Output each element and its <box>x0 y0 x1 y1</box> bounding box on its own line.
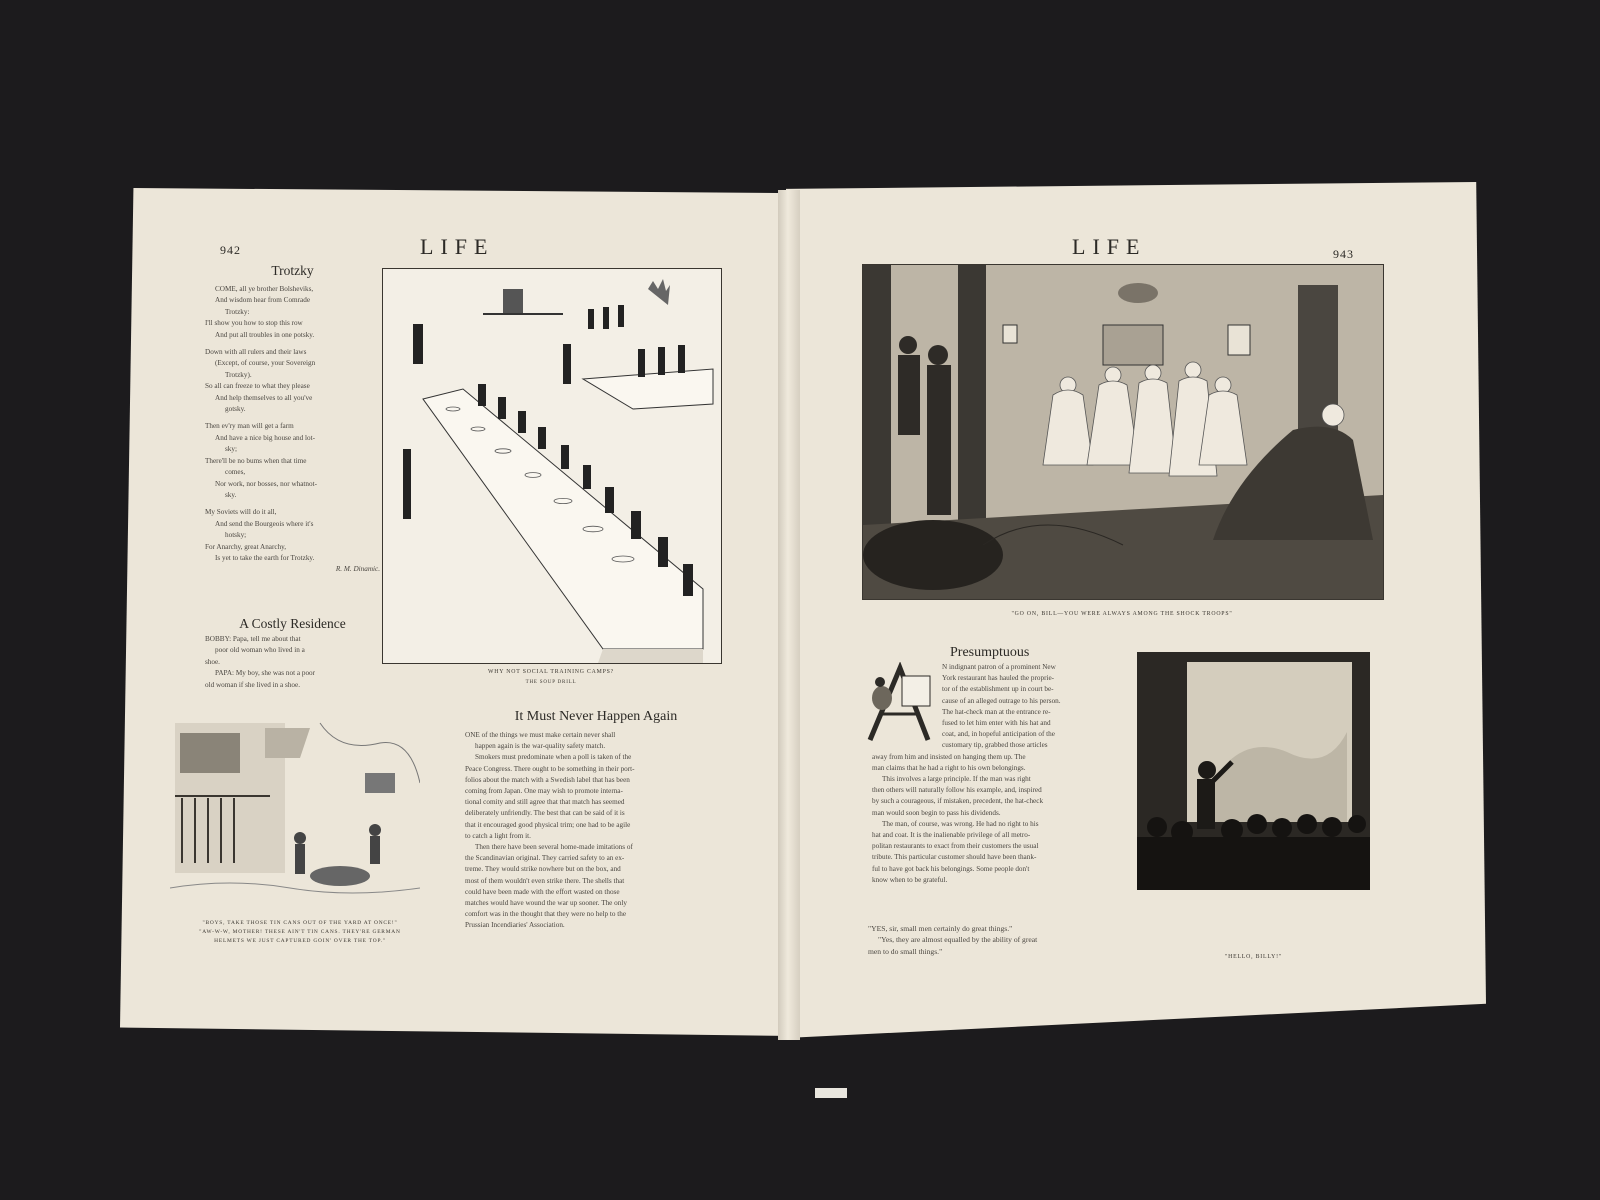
cinema-drawing <box>1137 652 1370 890</box>
poem-line: (Except, of course, your Sovereign <box>215 359 316 368</box>
article-line: politan restaurants to exact from their customers the usual <box>872 842 1039 851</box>
poem-line: hotsky; <box>225 531 247 540</box>
article-line: folios about the match with a Swedish label that has been <box>465 775 630 784</box>
text-line: "Yes, they are almost equalled by the ability of great <box>878 935 1038 945</box>
poem-line: Down with all rulers and their laws <box>205 348 307 357</box>
article-line: tional comity and still agree that that match has seemed <box>465 798 625 807</box>
article-line: man would soon begin to pass his dividends. <box>872 808 1001 817</box>
text-line: "YES, sir, small men certainly do great things." <box>868 924 1013 933</box>
poem-line: And put all troubles in one potsky. <box>215 330 315 339</box>
text-line: shoe. <box>205 657 220 666</box>
banquet-illustration <box>382 268 722 664</box>
article-line: York restaurant has hauled the proprie- <box>942 674 1055 683</box>
poem-line: sky. <box>225 490 237 499</box>
article-line: to catch a light from it. <box>465 831 531 840</box>
poem-signature: R. M. Dinamic. <box>335 565 380 574</box>
trotzky-title: Trotzky <box>271 263 314 278</box>
page-gutter <box>778 190 800 1040</box>
poem-line: And have a nice big house and lot- <box>215 433 315 442</box>
article-line: treme. They would strike nowhere but on the box, and <box>465 865 621 874</box>
banquet-subcaption: THE SOUP DRILL <box>525 680 577 685</box>
poem-line: Trotzky). <box>225 370 252 379</box>
article-line: ful to have got back his belongings. Some people don't <box>872 864 1030 873</box>
poem-line: gotsky. <box>225 405 246 414</box>
costly-residence-title: A Costly Residence <box>239 616 346 631</box>
poem-line: Trotzky: <box>225 307 250 316</box>
right-page-number: 943 <box>1333 247 1354 261</box>
article-line: hat and coat. It is the inalienable privilege of all metro- <box>872 831 1031 840</box>
article-line: ONE of the things we must make certain never shall <box>465 731 616 739</box>
poem-line: And help themselves to all you've <box>215 393 313 402</box>
poem-line: Then ev'ry man will get a farm <box>205 422 294 431</box>
presumptuous-title: Presumptuous <box>950 645 1030 660</box>
poem-line: Nor work, nor bosses, nor whatnot- <box>215 479 318 488</box>
tin-cans-drawing <box>170 718 420 908</box>
article-line: deliberately unfriendly. The best that can be said of it is <box>465 809 625 818</box>
shock-troops-caption: "GO ON, BILL—YOU WERE ALWAYS AMONG THE SHOCK TROOPS" <box>1011 611 1233 617</box>
caption-line: HELMETS WE JUST CAPTURED GOIN' OVER THE TOP." <box>214 938 386 944</box>
banquet-caption: WHY NOT SOCIAL TRAINING CAMPS? <box>487 669 615 675</box>
poem-line: For Anarchy, great Anarchy, <box>205 542 287 551</box>
caption-line: "BOYS, TAKE THOSE TIN CANS OUT OF THE YARD AT ONCE!" <box>202 920 398 926</box>
small-men-text <box>868 923 1143 957</box>
poem-line: sky; <box>225 445 237 454</box>
costly-residence-text <box>205 634 385 691</box>
article-line: customary tip, grabbed those articles <box>942 741 1048 750</box>
trotzky-poem <box>205 284 380 576</box>
never-again-title: It Must Never Happen Again <box>514 709 678 724</box>
article-line: coming from Japan. One may wish to promote interna- <box>465 787 623 796</box>
text-line: old woman if she lived in a shoe. <box>205 680 301 689</box>
article-line: The hat-check man at the entrance re- <box>942 707 1051 716</box>
article-line: coat, and, in hopeful anticipation of the <box>942 730 1055 739</box>
article-line: away from him and insisted on hanging them up. The <box>872 752 1026 761</box>
article-line: N indignant patron of a prominent New <box>942 663 1056 671</box>
article-line: most of them wouldn't even strike there. The shells that <box>465 876 625 885</box>
left-page-number: 942 <box>220 243 241 257</box>
article-line: know when to be grateful. <box>872 875 948 884</box>
poem-line: So all can freeze to what they please <box>205 382 310 391</box>
article-line: Smokers must predominate when a poll is taken of the <box>475 753 632 762</box>
text-line: PAPA: My boy, she was not a poor <box>215 669 316 678</box>
paper-scrap <box>815 1088 847 1098</box>
poem-line: COME, all ye brother Bolsheviks, <box>215 285 314 293</box>
text-line: poor old woman who lived in a <box>215 646 305 655</box>
article-line: happen again is the war-quality safety match. <box>475 742 606 751</box>
article-line: matches would have wound the war up sooner. The only <box>465 899 627 908</box>
article-line: by such a courageous, if mistaken, precedent, the hat-check <box>872 797 1044 806</box>
tin-cans-illustration <box>170 718 420 908</box>
never-again-article <box>465 730 727 932</box>
article-line: tor of the establishment up in court be- <box>942 685 1054 694</box>
poem-line: comes, <box>225 468 246 477</box>
cinema-caption: "HELLO, BILLY!" <box>1224 954 1283 960</box>
poem-line: I'll show you how to stop this row <box>205 319 303 328</box>
left-masthead: LIFE <box>420 234 495 259</box>
poem-line: And send the Bourgeois where it's <box>215 519 314 528</box>
poem-line: And wisdom hear from Comrade <box>215 296 311 305</box>
article-line: fused to let him enter with his hat and <box>942 719 1051 728</box>
article-line: could have been made with the effort wasted on those <box>465 887 620 896</box>
poem-line: My Soviets will do it all, <box>205 508 277 517</box>
banquet-drawing <box>383 269 721 663</box>
poem-line: Is yet to take the earth for Trotzky. <box>215 553 315 562</box>
article-line: The man, of course, was wrong. He had no right to his <box>882 819 1039 828</box>
article-line: then others will naturally follow his example, and, inspired <box>872 786 1042 795</box>
cinema-illustration <box>1137 652 1370 890</box>
caption-line: "AW-W-W, MOTHER! THESE AIN'T TIN CANS. THEY'RE GERMAN <box>199 929 401 935</box>
text-line: men to do small things." <box>868 946 943 956</box>
article-line: Peace Congress. There ought to be something in their port- <box>465 764 635 773</box>
tin-cans-caption <box>170 919 430 946</box>
article-line: Prussian Incendiaries' Association. <box>465 921 565 930</box>
article-line: cause of an alleged outrage to his person. <box>942 696 1061 705</box>
article-line: the Scandinavian original. They carried safety to an ex- <box>465 854 625 863</box>
shock-troops-illustration <box>862 264 1384 600</box>
article-line: tribute. This particular customer should have been thank- <box>872 853 1037 862</box>
article-line: that it encouraged good physical trim; one had to be agile <box>465 820 631 829</box>
right-masthead: LIFE <box>1072 234 1147 259</box>
text-line: BOBBY: Papa, tell me about that <box>205 635 301 643</box>
poem-line: There'll be no bums when that time <box>205 456 307 465</box>
article-line: Then there have been several home-made imitations of <box>475 843 633 852</box>
article-line: man claims that he had a right to his own belongings. <box>872 763 1026 772</box>
article-line: comfort was in the thought that they were no help to the <box>465 910 627 919</box>
presumptuous-article <box>872 662 1137 886</box>
shock-troops-drawing <box>863 265 1383 599</box>
article-line: This involves a large principle. If the man was right <box>882 775 1031 784</box>
